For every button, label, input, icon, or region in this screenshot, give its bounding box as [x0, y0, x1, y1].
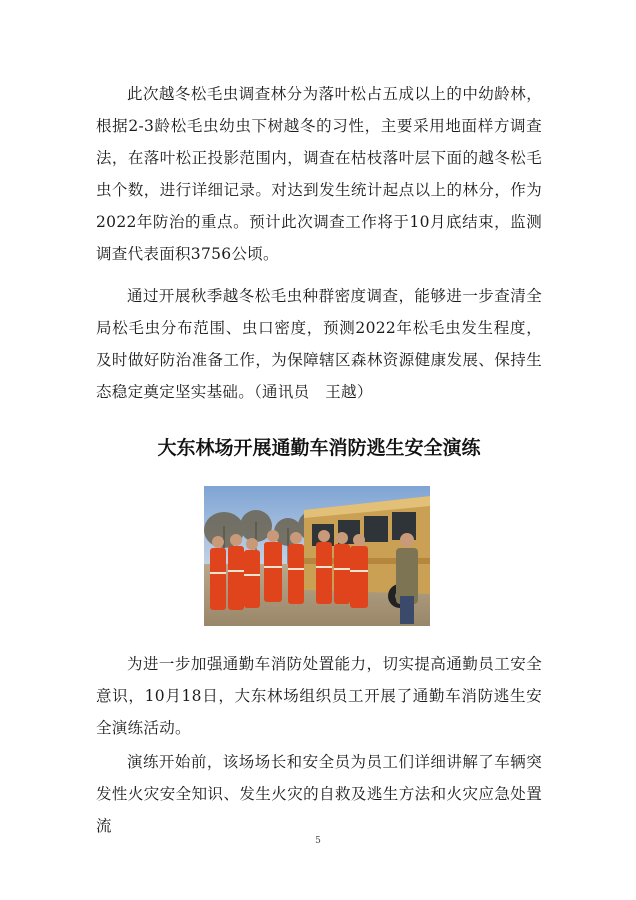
body-paragraph-drill-intro: 为进一步加强通勤车消防处置能力，切实提高通勤员工安全意识，10月18日，大东林场组织员工开展了通勤车消防逃生安全演练活动。 — [96, 655, 542, 737]
article-heading: 大东林场开展通勤车消防逃生安全演练 — [157, 437, 481, 459]
body-paragraph-purpose: 通过开展秋季越冬松毛虫种群密度调查，能够进一步查清全局松毛虫分布范围、虫口密度，预测2022年松毛虫发生程度，及时做好防治准备工作，为保障辖区森林资源健康发展、保持生态稳定奠定坚实基础。（通讯员 王越） — [96, 287, 542, 401]
page-number: 5 — [315, 836, 321, 846]
body-paragraph-drill-detail: 演练开始前，该场场长和安全员为员工们详细讲解了车辆突发性火灾安全知识、发生火灾的自救及逃生方法和火灾应急处置流 — [96, 753, 542, 835]
body-paragraph-survey: 此次越冬松毛虫调查林分为落叶松占五成以上的中幼龄林，根据2-3龄松毛虫幼虫下树越冬的习性，主要采用地面样方调查法，在落叶松正投影范围内，调查在枯枝落叶层下面的越冬松毛虫个数，进行详细记录。对达到发生统计起点以上的林分，作为2022年防治的重点。预计此次调查工作将于10月底结束，监测调查代表面积3756公顷。 — [96, 85, 542, 263]
drill-photo — [204, 486, 430, 626]
